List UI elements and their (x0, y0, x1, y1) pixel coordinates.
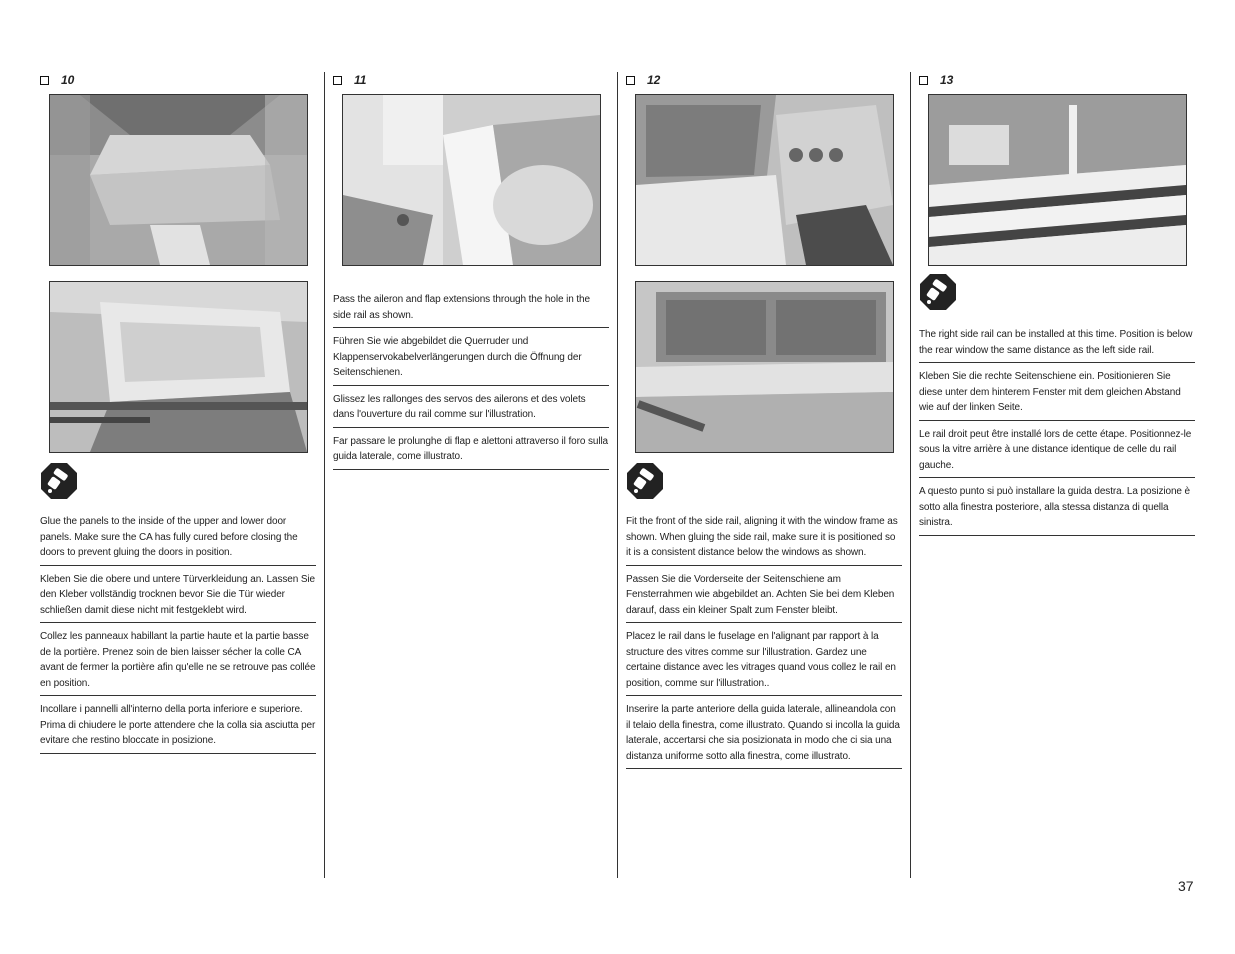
paragraph-english: Pass the aileron and flap extensions through the hole in the side rail as shown. (333, 290, 609, 328)
paragraph-italian: Inserire la parte anteriore della guida laterale, allineandola con il telaio della finestra, come illustrato. Quando si incolla la guida laterale, accertarsi che sia posizionata in modo che ci sia una distanza uniforme sotto alla finestra, come illustrato. (626, 700, 902, 769)
step-header (333, 73, 366, 87)
photo-cabin-frame (49, 281, 308, 453)
glue-ca-icon (919, 273, 957, 311)
step-header (626, 73, 660, 87)
paragraph-german: Passen Sie die Vorderseite der Seitenschiene am Fensterrahmen wie abgebildet an. Achten Sie bei dem Kleben darauf, dass ein kleiner Spalt zum Fenster bleibt. (626, 570, 902, 624)
step-number: 12 (647, 73, 661, 87)
column-divider (617, 72, 618, 878)
paragraph-english: Fit the front of the side rail, aligning it with the window frame as shown. When gluing the side rail, make sure it is positioned so it is a consistent distance below the windows as shown. (626, 512, 902, 566)
instruction-text (40, 512, 316, 758)
glue-ca-icon (40, 462, 78, 500)
paragraph-english: The right side rail can be installed at this time. Position is below the rear window the same distance as the left side rail. (919, 325, 1195, 363)
paragraph-german: Kleben Sie die rechte Seitenschiene ein. Positionieren Sie diese unter dem hinterem Fenster mit dem gleichen Abstand wie auf der linken Seite. (919, 367, 1195, 421)
photo-side-rail-window (635, 281, 894, 453)
paragraph-italian: Far passare le prolunghe di flap e alettoni attraverso il foro sulla guida laterale, come illustrato. (333, 432, 609, 470)
photo-window-frame (635, 94, 894, 266)
checkbox-icon (626, 76, 635, 85)
step-number: 13 (940, 73, 954, 87)
paragraph-french: Glissez les rallonges des servos des ailerons et des volets dans l'ouverture du rail comme sur l'illustration. (333, 390, 609, 428)
step-number: 11 (354, 73, 367, 87)
paragraph-english: Glue the panels to the inside of the upper and lower door panels. Make sure the CA has fully cured before closing the doors to prevent gluing the doors in position. (40, 512, 316, 566)
checkbox-icon (333, 76, 342, 85)
paragraph-italian: Incollare i pannelli all'interno della porta inferiore e superiore. Prima di chiudere le porte attendere che la colla sia asciutta per evitare che restino bloccate in posizione. (40, 700, 316, 754)
column-divider (910, 72, 911, 878)
checkbox-icon (919, 76, 928, 85)
paragraph-french: Collez les panneaux habillant la partie haute et la partie basse de la portière. Prenez soin de bien laisser sécher la colle CA avant de fermer la portière afin qu'elle ne se retrouve pas collée en position. (40, 627, 316, 696)
photo-side-rail-wires (342, 94, 601, 266)
photo-right-side-rail (928, 94, 1187, 266)
photo-door-panels (49, 94, 308, 266)
instruction-text (626, 512, 902, 773)
instruction-text (919, 325, 1195, 540)
column-divider (324, 72, 325, 878)
glue-ca-icon (626, 462, 664, 500)
step-header (40, 73, 74, 87)
paragraph-french: Le rail droit peut être installé lors de cette étape. Positionnez-le sous la vitre arrière à une distance identique de celle du rail gauche. (919, 425, 1195, 479)
paragraph-german: Kleben Sie die obere und untere Türverkleidung an. Lassen Sie den Kleber vollständig trocknen bevor Sie die Tür wieder schließen damit diese nicht mit festgeklebt wird. (40, 570, 316, 624)
instruction-text (333, 290, 609, 474)
page-number: 37 (1178, 878, 1194, 894)
paragraph-french: Placez le rail dans le fuselage en l'alignant par rapport à la structure des vitres comme sur l'illustration. Gardez une certaine distance avec les vitrages quand vous collez le rail en position, comme sur l'illustration.. (626, 627, 902, 696)
paragraph-italian: A questo punto si può installare la guida destra. La posizione è sotto alla finestra posteriore, alla stessa distanza di quella sinistra. (919, 482, 1195, 536)
paragraph-german: Führen Sie wie abgebildet die Querruder und Klappenservokabelverlängerungen durch die Öffnung der Seitenschienen. (333, 332, 609, 386)
step-header (919, 73, 953, 87)
checkbox-icon (40, 76, 49, 85)
step-number: 10 (61, 73, 75, 87)
